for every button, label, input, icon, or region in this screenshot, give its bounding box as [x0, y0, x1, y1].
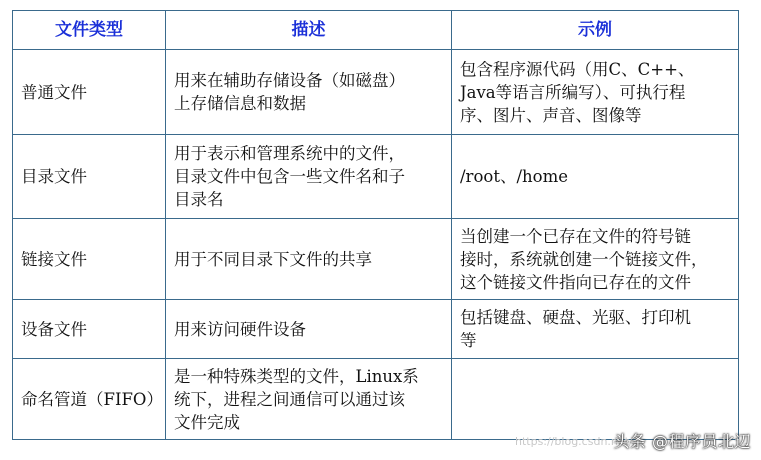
example-line: Java等语言所编写）、可执行程 [460, 82, 686, 102]
header-description: 描述 [166, 11, 452, 50]
description-line: 是一种特殊类型的文件，Linux系 [174, 366, 419, 386]
type-cell: 设备文件 [13, 300, 166, 359]
example-line: 序、图片、声音、图像等 [460, 105, 642, 125]
faint-url-watermark: https://blog.csdn.net/ [515, 435, 633, 448]
description-line: 用于不同目录下文件的共享 [174, 249, 372, 269]
example-cell [452, 50, 739, 135]
description-line: 目录文件中包含一些文件名和子 [174, 167, 405, 186]
description-line: 用来在辅助存储设备（如磁盘） [174, 71, 405, 90]
example-line: 包括键盘、硬盘、光驱、打印机 [460, 308, 691, 327]
type-cell: 普通文件 [13, 50, 166, 135]
table-row [13, 359, 739, 440]
example-cell-empty [452, 359, 739, 440]
toutiao-watermark: 头条 @程序员北辺 [613, 432, 751, 451]
description-cell [166, 359, 452, 440]
example-line: 这个链接文件指向已存在的文件 [460, 272, 691, 292]
example-line: /root、/home [460, 167, 568, 186]
file-types-table [12, 10, 739, 440]
example-line: 当创建一个已存在文件的符号链 [460, 226, 691, 246]
description-line: 上存储信息和数据 [174, 94, 306, 113]
example-line: 接时，系统就创建一个链接文件， [460, 249, 708, 269]
table-row [13, 300, 739, 359]
description-line: 文件完成 [174, 412, 240, 432]
description-cell [166, 50, 452, 135]
description-line: 目录名 [174, 190, 224, 209]
description-cell [166, 135, 452, 219]
header-file-type: 文件类型 [13, 11, 166, 50]
type-cell: 目录文件 [13, 135, 166, 219]
header-row [13, 11, 739, 50]
header-example: 示例 [452, 11, 739, 50]
example-line: 等 [460, 331, 477, 350]
type-cell: 链接文件 [13, 219, 166, 300]
table-row [13, 219, 739, 300]
description-cell [166, 300, 452, 359]
description-line: 统下，进程之间通信可以通过该 [174, 389, 405, 409]
description-line: 用来访问硬件设备 [174, 319, 306, 339]
example-line: 包含程序源代码（用C、C++、 [460, 59, 695, 79]
type-cell: 命名管道（FIFO） [13, 359, 166, 440]
example-cell [452, 135, 739, 219]
description-cell [166, 219, 452, 300]
example-cell [452, 219, 739, 300]
table-row [13, 50, 739, 135]
table-row [13, 135, 739, 219]
example-cell [452, 300, 739, 359]
description-line: 用于表示和管理系统中的文件， [174, 144, 405, 163]
